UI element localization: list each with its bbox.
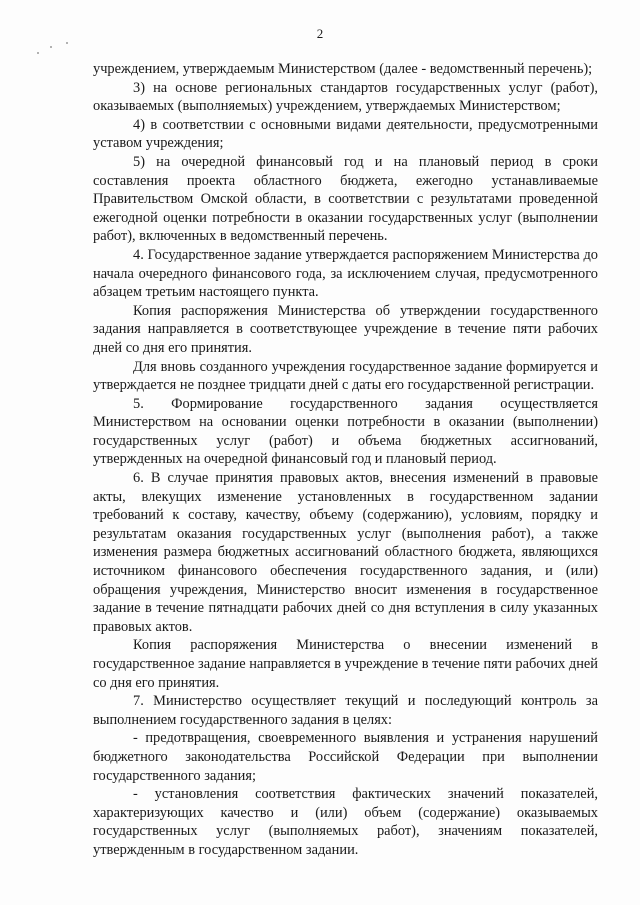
paragraph: 7. Министерство осуществляет текущий и последующий контроль за выполнением государственного задания в целях: xyxy=(93,693,598,728)
paragraph: 6. В случае принятия правовых актов, внесения изменений в правовые акты, влекущих изменение установленных в государственном задании требований к составу, качеству, объему (содержанию), условиям, порядку и результатам оказания государственных услуг (выполнения работ), а также изменения размера бюджетных ассигнований областного бюджета, являющихся источником финансового обеспечения государственного задания, и (или) обращения учреждения, Министерство вносит изменения в государственное задание в течение пятнадцати рабочих дней со дня вступления в силу указанных правовых актов. xyxy=(93,470,598,635)
page-number: 2 xyxy=(316,26,324,41)
paragraph: 5. Формирование государственного задания осуществляется Министерством на основании оценки потребности в оказании (выполнении) государственных услуг (работ) и объема бюджетных ассигнований, утвержденных на очередной финансовый год и плановый период. xyxy=(93,395,598,468)
paragraph: - установления соответствия фактических значений показателей, характеризующих качество и (или) объем (содержание) оказываемых государственных услуг (выполняемых работ), значениям показателей, утвержденным в государственном задании. xyxy=(93,786,598,858)
paragraph: 5) на очередной финансовый год и на плановый период в сроки составления проекта областного бюджета, ежегодно устанавливаемые Правительством Омской области, в соответствии с результатами проведенной ежегодной оценки потребности в оказании государственных услуг (выполнении работ), включенных в ведомственный перечень. xyxy=(93,153,598,245)
paragraph: 4. Государственное задание утверждается распоряжением Министерства до начала очередного финансового года, за исключением случая, предусмотренного абзацем третьим настоящего пункта. xyxy=(93,246,598,301)
paragraph: Для вновь созданного учреждения государственное задание формируется и утверждается не позднее тридцати дней с даты его государственной регистрации. xyxy=(93,358,598,394)
scan-speck xyxy=(37,52,39,54)
paragraph: 3) на основе региональных стандартов государственных услуг (работ), оказываемых (выполняемых) учреждением, утверждаемых Министерством; xyxy=(93,79,598,115)
document-body xyxy=(93,60,598,860)
paragraph: учреждением, утверждаемым Министерством (далее - ведомственный перечень); xyxy=(93,61,593,77)
paragraph: Копия распоряжения Министерства об утверждении государственного задания направляется в соответствующее учреждение в течение пяти рабочих дней со дня его принятия. xyxy=(93,302,598,356)
scan-speck xyxy=(50,46,52,48)
paragraph: 4) в соответствии с основными видами деятельности, предусмотренными уставом учреждения; xyxy=(93,116,598,152)
scan-speck xyxy=(66,42,68,44)
paragraph: Копия распоряжения Министерства о внесении изменений в государственное задание направляется в учреждение в течение пяти рабочих дней со дня его принятия. xyxy=(93,637,598,691)
paragraph: - предотвращения, своевременного выявления и устранения нарушений бюджетного законодательства Российской Федерации при выполнении государственного задания; xyxy=(93,730,598,784)
